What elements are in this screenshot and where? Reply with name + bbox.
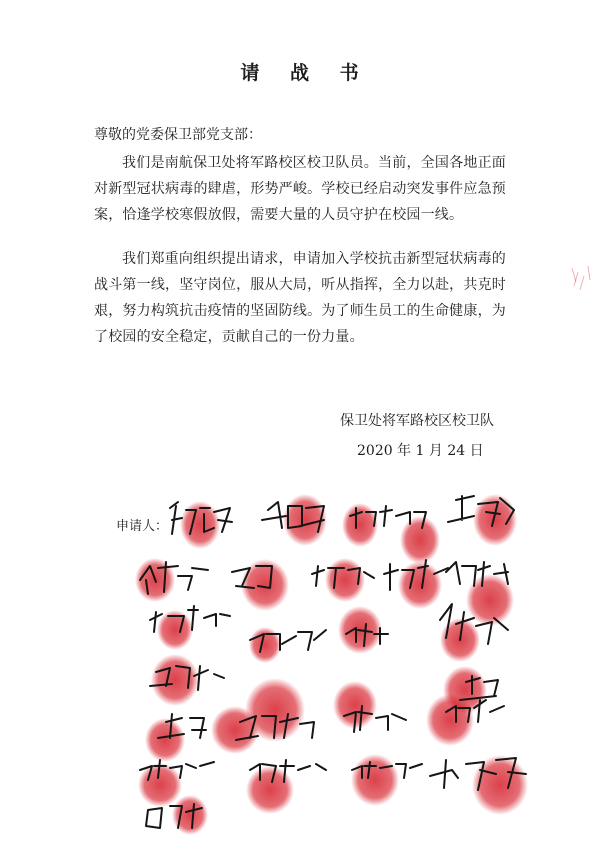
signature [350,506,426,528]
signature [448,496,514,526]
signature [352,762,422,778]
signature [150,606,230,632]
signature [430,758,526,790]
signature [146,804,202,828]
signature [140,562,208,594]
signature [446,562,508,586]
signature [344,706,406,732]
signature [384,560,448,590]
document-title: 请 战 书 [240,62,371,84]
signature [262,502,324,532]
document-date: 2020 年 1 月 24 日 [357,443,484,459]
signer-organization: 保卫处将军路校区校卫队 [340,413,494,429]
signature [440,604,508,644]
signature [446,700,504,722]
signature [250,760,326,782]
signature [232,566,272,588]
signature [460,676,498,700]
signature [312,566,374,588]
applicant-label: 申请人： [116,519,169,534]
signature [346,624,388,646]
signature [250,630,326,652]
signature [140,760,214,780]
salutation: 尊敬的党委保卫部党支部： [94,127,262,143]
signature [236,714,314,740]
signature [158,714,206,738]
signature [150,666,224,690]
signature [170,502,232,534]
paragraph-1: 我们是南航保卫处将军路校区校卫队员。当前，全国各地正面对新型冠状病毒的肆虐，形势严峻。学校已经启动突发事件应急预案，恰逢学校寒假放假，需要大量的人员守护在校园一线。 [94,155,506,223]
paragraph-2: 我们郑重向组织提出请求，申请加入学校抗击新型冠状病毒的战斗第一线，坚守岗位，服从大局，听从指挥，全力以赴，共克时艰，努力构筑抗击疫情的坚固防线。为了师生员工的生命健康，为了校园的安全稳定，贡献自己的一份力量。 [94,251,506,345]
